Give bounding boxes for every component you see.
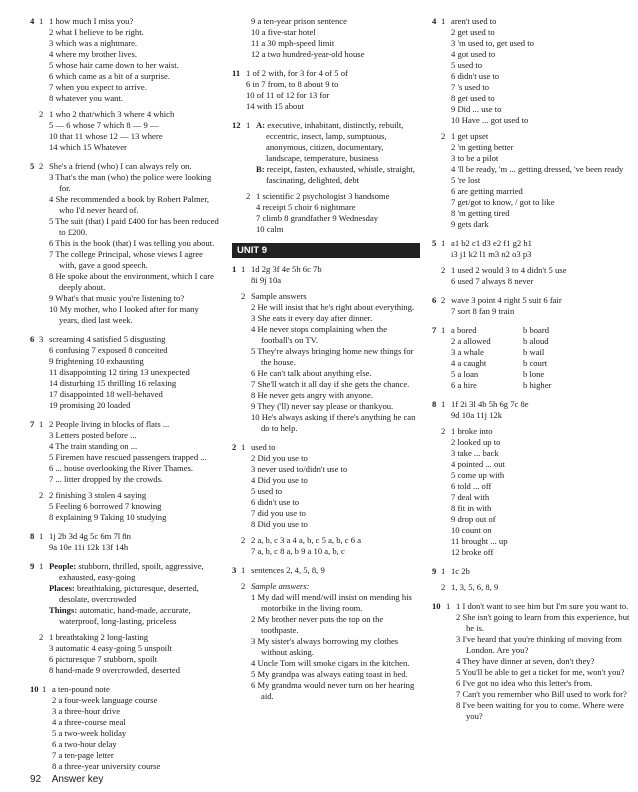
answer-line: She's a friend (who) I can always rely on.	[49, 161, 192, 171]
answer-list	[451, 566, 632, 577]
answer-line: 3 take ... back	[451, 448, 499, 458]
answer-line	[256, 120, 420, 164]
answer-line: 5 The suit (that) I paid £400 for has been reduced to £200.	[49, 216, 219, 237]
answer-line: 12 a two hundred-year-old house	[251, 49, 365, 59]
answer-line: 3 a three-hour drive	[52, 706, 121, 716]
answer-line: 9 a ten-year prison sentence	[251, 16, 347, 26]
section-number: 3	[232, 565, 237, 575]
answer-line: 11 brought ... up	[451, 536, 508, 546]
answer-line: 2 He will insist that he's right about everything.	[251, 302, 415, 312]
answer-list	[251, 565, 420, 576]
answer-line: 9d 10a 11j 12k	[451, 410, 502, 420]
section-10-continued	[232, 16, 420, 60]
answer-line: 8 'm getting tired	[451, 208, 510, 218]
answer-line: 8 explaining 9 Taking 10 studying	[49, 512, 167, 522]
section-number: 11	[232, 68, 241, 78]
answer-line: 8 I've been waiting for you to come. Where were you?	[456, 700, 624, 721]
section-6	[30, 334, 220, 411]
answer-line: 6 in 7 from, to 8 about 9 to	[246, 79, 339, 89]
group-label: B:	[256, 164, 265, 174]
part-number: 1	[39, 561, 44, 571]
part-number: 1	[446, 601, 451, 611]
answer-line: 2 finishing 3 stolen 4 saying	[49, 490, 147, 500]
unit-heading: UNIT 9	[232, 243, 420, 258]
part-number: 1	[246, 120, 251, 130]
answer-line: aren't used to	[451, 16, 497, 26]
section-7	[30, 419, 220, 523]
answer-line: 6 which came as a bit of a surprise.	[49, 71, 170, 81]
answer-list	[251, 264, 420, 286]
part-number: 2	[39, 161, 44, 171]
pair-b: b lone	[523, 369, 545, 379]
part-number: 2	[241, 291, 246, 301]
answer-line: 3 I've heard that you're thinking of moving from London. Are you?	[456, 634, 622, 655]
part-number: 2	[441, 582, 446, 592]
section-4	[30, 16, 220, 153]
page-number: 92	[30, 774, 42, 785]
answer-line: 6 picturesque 7 stubborn, spoilt	[49, 654, 158, 664]
answer-line: 7 a, b, c 8 a, b 9 a 10 a, b, c	[251, 546, 345, 556]
section-5	[30, 161, 220, 326]
section-number: 10	[432, 601, 441, 611]
part-number: 1	[39, 419, 44, 429]
answer-list	[49, 531, 220, 553]
answer-line: 3 to be a pilot	[451, 153, 499, 163]
answer-line: 8 get used to	[451, 93, 495, 103]
section-8	[432, 399, 632, 558]
answer-line: 4 The train standing on ...	[49, 441, 138, 451]
answer-line: 9 They ('ll) never say please or thankyou.	[251, 401, 394, 411]
answer-line: 8 He never gets angry with anyone.	[251, 390, 373, 400]
answer-line: 5 whose hair came down to her waist.	[49, 60, 179, 70]
answer-line: 9 Did ... use to	[451, 104, 502, 114]
pair-b: b board	[523, 325, 550, 335]
section-number: 9	[432, 566, 437, 576]
section-4	[432, 16, 632, 230]
answer-line: 4 'll be ready, 'm ... getting dressed, 've been ready	[451, 164, 624, 174]
answer-line: a ten-pound note	[52, 684, 110, 694]
section-8	[30, 531, 220, 553]
category-label: Places:	[49, 583, 75, 593]
section-number: 2	[232, 442, 237, 452]
answer-line: 9 frightening 10 exhausting	[49, 356, 144, 366]
answer-list	[451, 426, 632, 558]
part-number: 1	[42, 684, 47, 694]
answer-line: 4 Did you use to	[251, 475, 308, 485]
answer-line: 1 used 2 would 3 to 4 didn't 5 use	[451, 265, 567, 275]
answer-line: 5 're lost	[451, 175, 481, 185]
answer-heading: Sample answers:	[251, 581, 310, 591]
answer-line: 2 My brother never puts the top on the toothpaste.	[251, 614, 384, 635]
answer-line: 1j 2b 3d 4g 5c 6m 7l 8n	[49, 531, 131, 541]
answer-list	[256, 120, 420, 186]
answer-list	[246, 68, 420, 112]
answer-line: 10 My mother, who I looked after for many years, died last week.	[49, 304, 199, 325]
answer-line: 10 Have ... got used to	[451, 115, 529, 125]
answer-line: 4 He never stops complaining when the football's on TV.	[251, 324, 388, 345]
category-label: People:	[49, 561, 77, 571]
answer-list	[451, 131, 632, 230]
section-number: 12	[232, 120, 241, 130]
answer-line: 8 hand-made 9 overcrowded, deserted	[49, 665, 181, 675]
section-9	[30, 561, 220, 676]
part-number: 2	[441, 131, 446, 141]
answer-line: 6 I've got no idea who this letter's from.	[456, 678, 593, 688]
part-number: 1	[441, 325, 446, 335]
answer-line: 6 confusing 7 exposed 8 conceited	[49, 345, 168, 355]
answer-line: 8 He spoke about the environment, which I care deeply about.	[49, 271, 214, 292]
answer-line: 1 I don't want to see him but I'm sure you want to.	[456, 601, 629, 611]
section-number: 7	[432, 325, 437, 335]
answer-line: 19 promising 20 loaded	[49, 400, 131, 410]
answer-list	[52, 684, 220, 772]
pair-a: 2 a allowed	[451, 336, 491, 346]
answer-line: 7 She'll watch it all day if she gets the chance.	[251, 379, 410, 389]
answer-line: 5 Feeling 6 borrowed 7 knowing	[49, 501, 162, 511]
answer-line	[256, 164, 420, 186]
part-number: 1	[241, 565, 246, 575]
answer-line: 7 get/got to know, / got to like	[451, 197, 555, 207]
answer-line: wave 3 point 4 right 5 suit 6 fair	[451, 295, 562, 305]
answer-line: 7 did you use to	[251, 508, 306, 518]
section-12	[232, 120, 420, 235]
column-right	[432, 16, 632, 730]
answer-line: 1 how much I miss you?	[49, 16, 134, 26]
group-words: receipt, fasten, exhausted, whistle, straight, fascinating, delighted, debt	[266, 164, 415, 185]
part-number: 2	[39, 632, 44, 642]
part-number: 3	[39, 334, 44, 344]
answer-line: a1 b2 c1 d3 e2 f1 g2 h1	[451, 238, 532, 248]
answer-line: 2 what I believe to be right.	[49, 27, 144, 37]
part-number: 1	[441, 238, 446, 248]
answer-line: 5 come up with	[451, 470, 505, 480]
answer-line: 9 drop out of	[451, 514, 496, 524]
answer-line: 7 sort 8 fan 9 train	[451, 306, 515, 316]
answer-line: 4 She recommended a book by Robert Palmer, who I'd never heard of.	[49, 194, 210, 215]
category-words: stubborn, thrilled, spoilt, aggressive, exhausted, easy-going	[59, 561, 204, 582]
section-number: 10	[30, 684, 39, 694]
answer-line: 10 a five-star hotel	[251, 27, 316, 37]
answer-line: 6 used 7 always 8 never	[451, 276, 534, 286]
answer-line: 2 a, b, c 3 a 4 a, b, c 5 a, b, c 6 a	[251, 535, 362, 545]
answer-line: 5 — 6 whose 7 which 8 — 9 —	[49, 120, 159, 130]
answer-list	[251, 581, 420, 702]
answer-line: 2 looked up to	[451, 437, 501, 447]
answer-line: 2 Did you use to	[251, 453, 308, 463]
section-number: 8	[432, 399, 437, 409]
answer-list	[49, 109, 220, 153]
section-10	[432, 601, 632, 722]
answer-list	[49, 561, 220, 627]
answer-list	[49, 419, 220, 485]
answer-line: 2 'm getting better	[451, 142, 514, 152]
pair-a: 4 a caught	[451, 358, 487, 368]
answer-line: 6 told ... off	[451, 481, 492, 491]
answer-line: 6 My grandma would never turn on her hearing aid.	[251, 680, 415, 701]
answer-line: 1 of 2 with, for 3 for 4 of 5 of	[246, 68, 348, 78]
part-number: 1	[441, 16, 446, 26]
section-number: 7	[30, 419, 35, 429]
answer-line: 6 didn't use to	[251, 497, 300, 507]
answer-line: 1 breathtaking 2 long-lasting	[49, 632, 149, 642]
answer-line	[49, 583, 220, 605]
answer-line: 2 get used to	[451, 27, 495, 37]
answer-list	[251, 442, 420, 530]
section-11	[232, 68, 420, 112]
answer-list	[451, 295, 632, 317]
answer-line: 12 broke off	[451, 547, 494, 557]
part-number: 1	[39, 16, 44, 26]
answer-line	[49, 561, 220, 583]
answer-line: 5 used to	[251, 486, 283, 496]
answer-line: 3 automatic 4 easy-going 5 unspoilt	[49, 643, 172, 653]
answer-list	[451, 399, 632, 421]
answer-line: 7 The college Principal, whose views I agree with, gave a good speech.	[49, 249, 203, 270]
answer-line: 6 ... house overlooking the River Thames.	[49, 463, 193, 473]
part-number: 2	[39, 109, 44, 119]
answer-line: 7 's used to	[451, 82, 490, 92]
answer-line: 2 People living in blocks of flats ...	[49, 419, 170, 429]
category-words: breathtaking, picturesque, deserted, desolate, overcrowded	[59, 583, 199, 604]
category-words: automatic, hand-made, accurate, waterproof, long-lasting, priceless	[59, 605, 191, 626]
answer-line: 10 count on	[451, 525, 492, 535]
part-number: 2	[241, 535, 246, 545]
section-number: 5	[30, 161, 35, 171]
answer-line: 10 He's always asking if there's anything he can do to help.	[251, 412, 416, 433]
section-number: 4	[432, 16, 437, 26]
unit9-section-2	[232, 442, 420, 557]
answer-line: 6 This is the book (that) I was telling you about.	[49, 238, 215, 248]
section-7	[432, 325, 632, 391]
column-middle	[232, 16, 420, 710]
answer-pairs	[451, 325, 591, 391]
answer-list	[49, 490, 220, 523]
answer-line: 3 'm used to, get used to	[451, 38, 534, 48]
answer-list	[451, 238, 632, 260]
answer-line: 4 They have dinner at seven, don't they?	[456, 656, 595, 666]
answer-line: 7 a ten-page letter	[52, 750, 114, 760]
section-number: 5	[432, 238, 437, 248]
answer-list	[49, 632, 220, 676]
answer-line: 7 Can't you remember who Bill used to work for?	[456, 689, 627, 699]
answer-line: 9 What's that music you're listening to?	[49, 293, 185, 303]
answer-line: 4 Uncle Tom will smoke cigars in the kitchen.	[251, 658, 410, 668]
column-left	[30, 16, 220, 780]
pair-a: 3 a whale	[451, 347, 484, 357]
pair-a: 5 a loan	[451, 369, 479, 379]
pair-b: b higher	[523, 380, 552, 390]
answer-line: used to	[251, 442, 276, 452]
section-number: 8	[30, 531, 35, 541]
answer-line: 9 gets dark	[451, 219, 489, 229]
answer-line: 1c 2b	[451, 566, 470, 576]
section-number: 1	[232, 264, 237, 274]
section-10	[30, 684, 220, 772]
section-number: 9	[30, 561, 35, 571]
answer-line: 3 which was a nightmare.	[49, 38, 138, 48]
answer-line: 5 My grandpa was always eating toast in bed.	[251, 669, 408, 679]
answer-line: 5 You'll be able to get a ticket for me, won't you?	[456, 667, 625, 677]
group-label: A:	[256, 120, 266, 130]
answer-line: 2 a four-week language course	[52, 695, 158, 705]
answer-line: 3 That's the man (who) the police were looking for.	[49, 172, 212, 193]
answer-line: 3 My sister's always borrowing my clothes without asking.	[251, 636, 399, 657]
answer-line: 14 with 15 about	[246, 101, 305, 111]
answer-line: 3 Letters posted before ...	[49, 430, 137, 440]
answer-line: 4 where my brother lives.	[49, 49, 138, 59]
footer-label: Answer key	[51, 774, 104, 785]
pair-b: b aloud	[523, 336, 549, 346]
answer-line: 6 a two-hour delay	[52, 739, 117, 749]
answer-line: 7 deal with	[451, 492, 490, 502]
answer-line: 11 a 30 mph-speed limit	[251, 38, 335, 48]
section-5	[432, 238, 632, 287]
section-9	[432, 566, 632, 593]
answer-line: 8 fit in with	[451, 503, 492, 513]
answer-line: i3 j1 k2 l1 m3 n2 o3 p3	[451, 249, 532, 259]
answer-line: 5 Firemen have rescued passengers trapped ...	[49, 452, 207, 462]
answer-list	[256, 191, 420, 235]
part-number: 2	[441, 295, 446, 305]
answer-line: 4 receipt 5 choir 6 nightmare	[256, 202, 356, 212]
answer-line: 5 a two-week holiday	[52, 728, 127, 738]
answer-line: 1 scientific 2 psychologist 3 handsome	[256, 191, 390, 201]
answer-line: 5 used to	[451, 60, 483, 70]
answer-line: 4 got used to	[451, 49, 496, 59]
part-number: 1	[441, 399, 446, 409]
answer-line: 1, 3, 5, 6, 8, 9	[451, 582, 499, 592]
answer-line: 8 Did you use to	[251, 519, 308, 529]
answer-list	[49, 161, 220, 326]
part-number: 2	[241, 581, 246, 591]
answer-list	[451, 582, 632, 593]
part-number: 1	[241, 264, 246, 274]
answer-line: 14 disturbing 15 thrilling 16 relaxing	[49, 378, 177, 388]
page-footer	[30, 774, 103, 785]
answer-list	[456, 601, 632, 722]
section-number: 6	[432, 295, 437, 305]
answer-line: sentences 2, 4, 5, 8, 9	[251, 565, 325, 575]
pair-b: b wail	[523, 347, 545, 357]
answer-line: 4 a three-course meal	[52, 717, 126, 727]
part-number: 1	[241, 442, 246, 452]
answer-line: 3 She eats it every day after dinner.	[251, 313, 373, 323]
unit9-section-1	[232, 264, 420, 434]
answer-line: screaming 4 satisfied 5 disgusting	[49, 334, 166, 344]
unit9-section-3	[232, 565, 420, 702]
answer-line	[49, 605, 220, 627]
answer-line: 8 a three-year university course	[52, 761, 161, 771]
answer-line: 6 didn't use to	[451, 71, 500, 81]
answer-line: 9a 10e 11i 12k 13f 14h	[49, 542, 129, 552]
answer-line: 1 My dad will mend/will insist on mending his motorbike in the living room.	[251, 592, 412, 613]
answer-line: 5 They're always bringing home new things for the house.	[251, 346, 414, 367]
answer-list	[251, 291, 420, 434]
pair-a: a bored	[451, 325, 477, 335]
part-number: 2	[39, 490, 44, 500]
answer-line: 10 calm	[256, 224, 284, 234]
answer-line: 1 get upset	[451, 131, 489, 141]
answer-list	[49, 334, 220, 411]
answer-list	[49, 16, 220, 104]
answer-line: 1 broke into	[451, 426, 493, 436]
part-number: 2	[441, 265, 446, 275]
answer-list	[451, 16, 632, 126]
answer-list	[451, 265, 632, 287]
answer-line: 10 that 11 whose 12 — 13 where	[49, 131, 163, 141]
answer-line: 7 when you expect to arrive.	[49, 82, 147, 92]
answer-line: 8 whatever you want.	[49, 93, 123, 103]
section-6	[432, 295, 632, 317]
pair-b: b court	[523, 358, 548, 368]
answer-line: 14 which 15 Whatever	[49, 142, 127, 152]
part-number: 1	[441, 566, 446, 576]
pair-a: 6 a hire	[451, 380, 477, 390]
part-number: 2	[246, 191, 251, 201]
answer-heading: Sample answers	[251, 291, 307, 301]
answer-line: 10 of 11 of 12 for 13 for	[246, 90, 330, 100]
answer-line: 7 climb 8 grandfather 9 Wednesday	[256, 213, 379, 223]
answer-line: 8i 9j 10a	[251, 275, 282, 285]
answer-line: 6 He can't talk about anything else.	[251, 368, 372, 378]
part-number: 2	[441, 426, 446, 436]
answer-list	[251, 535, 420, 557]
part-number: 1	[39, 531, 44, 541]
answer-line: 1 who 2 that/which 3 where 4 which	[49, 109, 175, 119]
answer-line: 11 disappointing 12 tiring 13 unexpected	[49, 367, 190, 377]
answer-line: 6 are getting married	[451, 186, 523, 196]
answer-line: 1f 2i 3l 4b 5h 6g 7c 8e	[451, 399, 529, 409]
answer-line: 4 pointed ... out	[451, 459, 505, 469]
answer-line: 1d 2g 3f 4e 5h 6c 7b	[251, 264, 322, 274]
section-number: 4	[30, 16, 35, 26]
section-number: 6	[30, 334, 35, 344]
answer-line: 2 She isn't going to learn from this experience, but he is.	[456, 612, 630, 633]
group-words: executive, inhabitant, distinctly, rebuilt, eccentric, insect, lamp, sumptuous, anonymous, citizen, documentary, landscape, temperature, business	[266, 120, 404, 163]
category-label: Things:	[49, 605, 78, 615]
answer-line: 17 disappointed 18 well-behaved	[49, 389, 163, 399]
answer-line: 3 never used to/didn't use to	[251, 464, 348, 474]
answer-line: 7 ... litter dropped by the crowds.	[49, 474, 164, 484]
